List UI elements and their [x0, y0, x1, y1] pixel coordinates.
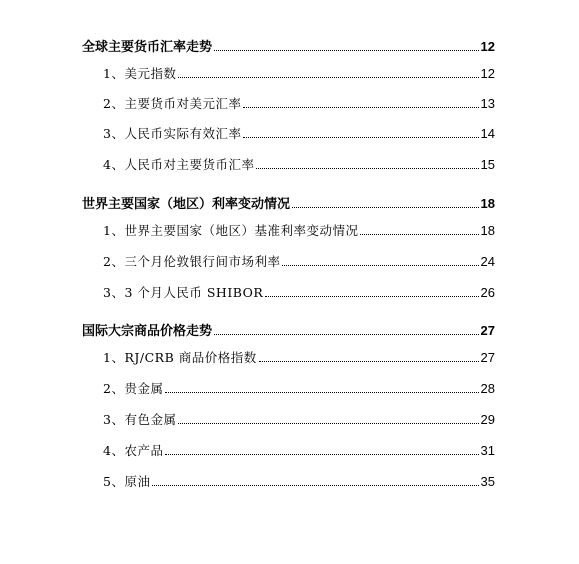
dot-leader	[165, 392, 478, 393]
toc-item-label: 2、主要货币对美元汇率	[103, 96, 242, 111]
toc-section-interest-rates[interactable]	[82, 193, 495, 212]
toc-item-crb-index[interactable]	[103, 348, 495, 366]
toc-page-number: 12	[480, 39, 495, 54]
dot-leader	[178, 423, 478, 424]
toc-item-shibor[interactable]	[103, 283, 495, 301]
dot-leader	[165, 454, 478, 455]
dot-leader	[152, 485, 478, 486]
toc-item-libor[interactable]	[103, 252, 495, 270]
toc-item-major-vs-usd[interactable]	[103, 94, 495, 112]
toc-page-number: 29	[480, 412, 495, 427]
toc-page-number: 26	[480, 285, 495, 300]
toc-item-label: 1、美元指数	[103, 66, 177, 81]
toc-item-label: 1、世界主要国家（地区）基准利率变动情况	[103, 223, 359, 238]
dot-leader	[282, 265, 478, 266]
dot-leader	[360, 234, 478, 235]
toc-item-rmb-reer[interactable]	[103, 124, 495, 142]
dot-leader	[243, 107, 478, 108]
toc-item-label: 2、贵金属	[103, 381, 164, 396]
toc-section-title: 世界主要国家（地区）利率变动情况	[82, 197, 291, 212]
dot-leader	[256, 168, 478, 169]
toc-section-fx-trends[interactable]	[82, 36, 495, 55]
dot-leader	[214, 50, 479, 51]
dot-leader	[214, 334, 479, 335]
dot-leader	[243, 137, 478, 138]
toc-item-benchmark-rates[interactable]	[103, 221, 495, 239]
toc-page-number: 18	[480, 223, 495, 238]
toc-page-number: 28	[480, 381, 495, 396]
toc-item-agricultural[interactable]	[103, 441, 495, 459]
toc-item-usd-index[interactable]	[103, 64, 495, 82]
toc-item-label: 3、有色金属	[103, 412, 177, 427]
toc-item-nonferrous-metals[interactable]	[103, 410, 495, 428]
toc-page-number: 27	[480, 350, 495, 365]
toc-page-number: 24	[480, 254, 495, 269]
toc-item-crude-oil[interactable]	[103, 472, 495, 490]
toc-section-commodities[interactable]	[82, 320, 495, 339]
toc-item-rmb-vs-major[interactable]	[103, 155, 495, 173]
toc-section-title: 国际大宗商品价格走势	[82, 324, 213, 339]
toc-page-number: 35	[480, 474, 495, 489]
dot-leader	[265, 296, 478, 297]
toc-item-label: 3、人民币实际有效汇率	[103, 126, 242, 141]
toc-item-label: 1、RJ/CRB 商品价格指数	[103, 350, 257, 365]
toc-item-label: 3、3 个月人民币 SHIBOR	[103, 285, 264, 300]
dot-leader	[292, 207, 479, 208]
toc-item-precious-metals[interactable]	[103, 379, 495, 397]
toc-page-number: 12	[480, 66, 495, 81]
toc-item-label: 4、人民币对主要货币汇率	[103, 157, 255, 172]
dot-leader	[259, 361, 479, 362]
toc-item-label: 2、三个月伦敦银行间市场利率	[103, 254, 281, 269]
toc-page-number: 13	[480, 96, 495, 111]
toc-page-number: 14	[480, 126, 495, 141]
toc-page-number: 27	[480, 323, 495, 338]
dot-leader	[178, 77, 478, 78]
toc-item-label: 5、原油	[103, 474, 151, 489]
toc-page-number: 31	[480, 443, 495, 458]
toc-page-number: 18	[480, 196, 495, 211]
toc-section-title: 全球主要货币汇率走势	[82, 40, 213, 55]
toc-page-number: 15	[480, 157, 495, 172]
toc-item-label: 4、农产品	[103, 443, 164, 458]
